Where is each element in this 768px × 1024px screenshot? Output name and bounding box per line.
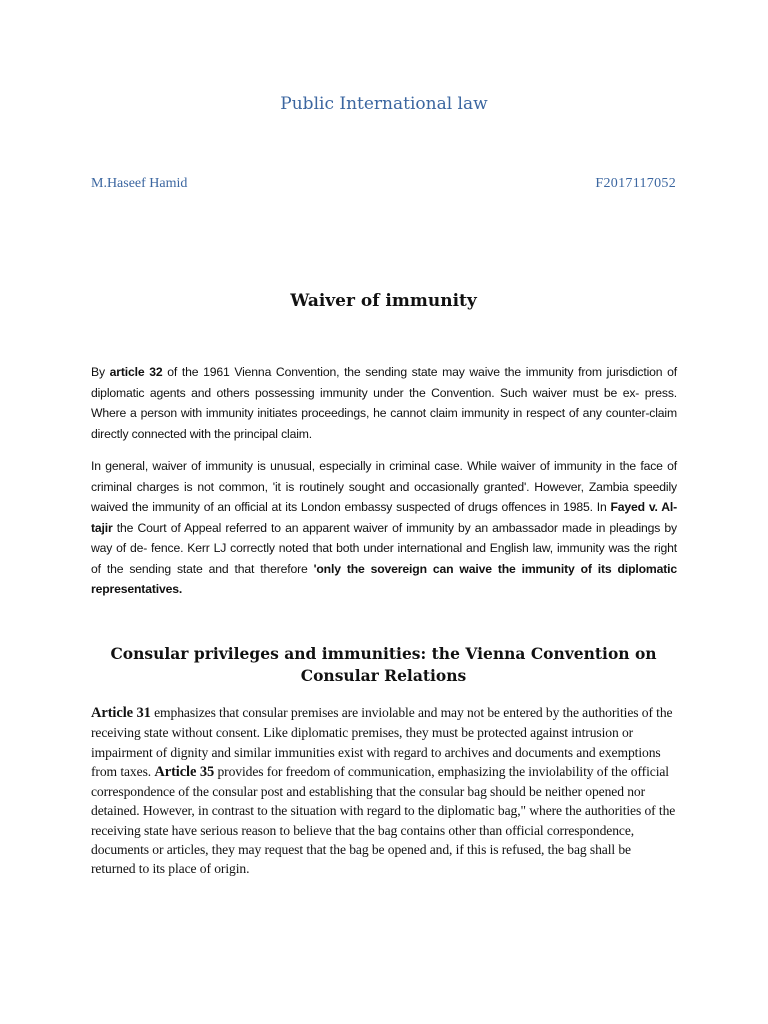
text-run: of the 1961 Vienna Convention, the sending state may waive the immunity from jurisdiction of diplomatic agents and others possessing immunity under the Convention. Such waiver must be ex- press. Where a person with immunity initiates proceedings, he cannot claim immunity in respect of any counter-claim directly connected with the principal claim.	[91, 365, 677, 441]
bold-article-32: article 32	[109, 365, 163, 379]
student-id: F2017117052	[595, 176, 676, 191]
author-name: M.Haseef Hamid	[91, 176, 188, 191]
heading-consular-privileges: Consular privileges and immunities: the Vienna Convention on Consular Relations	[110, 644, 657, 685]
bold-quote: 'only the sovereign can waive the immunity of its diplomatic representatives.	[91, 561, 677, 596]
paragraph-waiver-criminal	[91, 456, 677, 600]
text-run: provides for freedom of communication, emphasizing the inviolability of the official correspondence of the consular post and establishing that the consular bag should be neither opened nor detained. However, in contrast to the situation with regard to the diplomatic bag," where the authorities of the receiving state have serious reason to believe that the bag contains other than official correspondence, documents or articles, they may request that the bag be opened and, if this is refused, the bag shall be returned to its place of origin.	[91, 763, 676, 877]
text-run: In general, waiver of immunity is unusual, especially in criminal case. While waiver of immunity in the face of criminal charges is not common, 'it is routinely sought and occasionally granted'. However, Zambia speedily waived the immunity of an official at its London embassy suspected of drugs offences in 1985. In	[91, 459, 677, 514]
text-run: emphasizes that consular premises are inviolable and may not be entered by the authorities of the receiving state without consent. Like diplomatic premises, they must be protected against intrusion or impairment of dignity and similar immunities exist with regard to archives and documents and exemptions from taxes.	[91, 705, 673, 779]
bold-article-31: Article 31	[91, 705, 151, 721]
paragraph-article-32	[91, 362, 677, 444]
heading-waiver-of-immunity: Waiver of immunity	[290, 291, 477, 311]
paragraph-consular	[91, 703, 677, 879]
text-run: By	[91, 365, 110, 379]
bold-case-name: Fayed v. Al-tajir	[91, 500, 678, 535]
bold-article-35: Article 35	[154, 763, 215, 780]
text-run: the Court of Appeal referred to an apparent waiver of immunity by an ambassador made in pleadings by way of de- fence. Kerr LJ correctly noted that both under international and English law, immunity was the right of the sending state and that therefore	[91, 520, 677, 576]
author-row	[91, 176, 676, 196]
document-title: Public International law	[280, 94, 488, 114]
